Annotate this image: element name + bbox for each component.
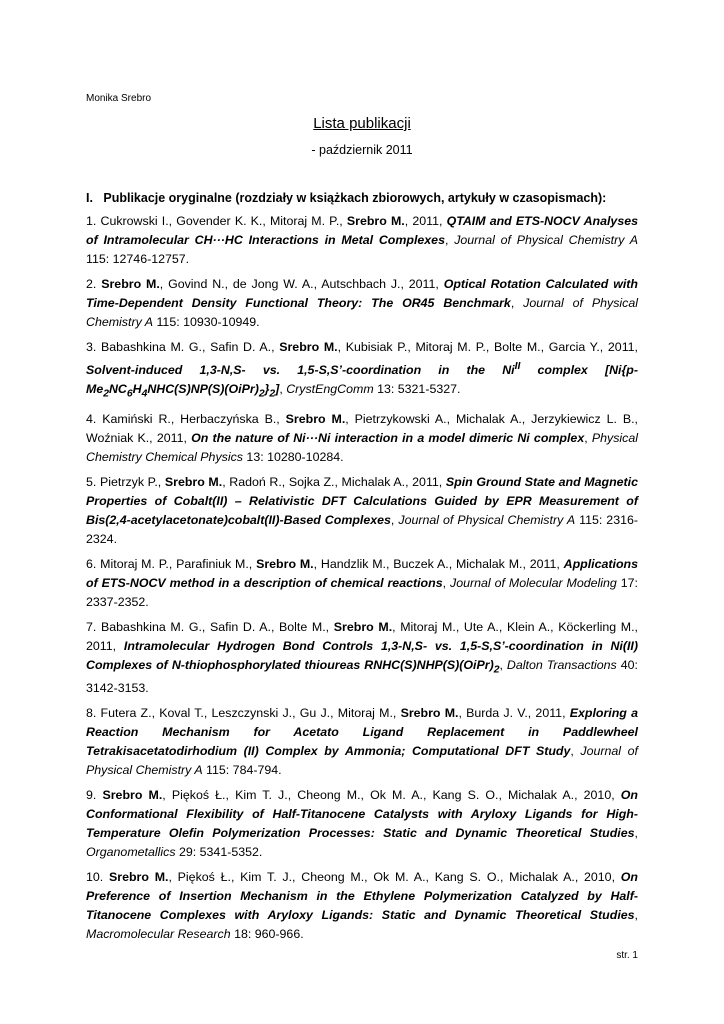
entry-journal: Physical Chemistry Chemical Physics [86,430,638,464]
publication-entry [86,410,638,467]
entry-title: Exploring a Reaction Mechanism for Acetato Ligand Replacement in Paddlewheel Tetrakisacetatodirhodium (II) Complex by Ammonia; Computational DFT Study [86,706,638,759]
entry-separator: , [510,296,524,310]
entry-title-sub: 6 [126,388,133,400]
entry-author-highlight: Srebro M. [279,340,338,354]
entry-title: Optical Rotation Calculated with Time-Dependent Density Functional Theory: The OR45 Benchmark [86,277,638,310]
entry-title-part: H [132,382,142,397]
document-title [0,115,724,132]
entry-reference: 13: 5321-5327. [373,382,461,397]
entry-authors-rest: , 2011, [404,214,447,228]
entry-separator: , [444,233,455,247]
entry-reference: 115: 10930-10949. [153,315,260,329]
entry-title-sub: 2 [103,388,109,400]
entry-authors-rest: , Handzlik M., Buczek A., Michalak M., 2011, [313,556,564,571]
entry-journal: Journal of Physical Chemistry A [454,233,639,247]
publication-list [86,212,638,950]
entry-number: 8. [86,706,97,721]
entry-separator: , [279,382,287,397]
entry-authors-rest: , Burda J. V., 2011, [458,706,570,721]
entry-separator: , [442,575,450,590]
entry-reference: 17: 2337-2352. [86,575,639,609]
entry-separator: , [584,430,592,445]
entry-journal: Journal of Physical Chemistry A [398,512,576,527]
publication-entry [86,704,638,780]
entry-authors-rest: , Radoń R., Sojka Z., Michalak A., 2011, [222,474,446,489]
publication-entry [86,275,638,332]
entry-number: 10. [86,870,104,885]
entry-title-sub: 2 [493,664,500,676]
entry-reference: 115: 784-794. [202,763,282,778]
entry-author-highlight: Srebro M. [285,411,346,426]
entry-journal: Journal of Molecular Modeling [450,575,617,590]
entry-authors-rest: , Kubisiak P., Mitoraj M. P., Bolte M., Garcia Y., 2011, [337,340,638,354]
publication-entry [86,338,638,404]
document-title-text: Lista publikacji [313,115,411,132]
entry-reference: 115: 2316-2324. [86,512,638,546]
entry-separator: , [634,908,638,923]
entry-journal: Organometallics [86,845,176,860]
entry-title: Spin Ground State and Magnetic Properties of Cobalt(II) – Relativistic DFT Calculations Guided by EPR Measurement of Bis(2,4-acetylacetonate)cobalt(II)-Based Complexes [86,474,638,527]
entry-reference: 29: 5341-5352. [175,845,263,860]
entry-author-highlight: Srebro M. [164,474,223,489]
entry-title: On Conformational Flexibility of Half-Titanocene Catalysts with Aryloxy Ligands for High-Temperature Olefin Polymerization Processes: Static and Dynamic Theoretical Studies [86,788,638,841]
entry-authors: Mitoraj M. P., Parafiniuk M., [100,556,257,571]
entry-title-sub: 2 [269,388,276,400]
entry-journal: Dalton Transactions [506,657,617,672]
entry-title: On the nature of Ni···Ni interaction in a model dimeric Ni complex [191,430,585,445]
entry-authors-rest: , Pietrzykowski A., Michalak A., Jerzykiewicz L. B., Woźniak K., 2011, [86,411,638,445]
entry-authors-rest: , Piękoś Ł., Kim T. J., Cheong M., Ok M. A., Kang S. O., Michalak A., 2010, [168,870,621,885]
entry-journal: Journal of Physical Chemistry A [86,744,638,778]
entry-title-sub: 4 [141,388,148,400]
entry-title: QTAIM and ETS-NOCV Analyses of Intramolecular CH···HC Interactions in Metal Complexes [86,214,638,247]
entry-separator: , [634,826,638,841]
publication-entry [86,212,638,269]
entry-author-highlight: Srebro M. [346,214,405,228]
entry-title-part: Intramolecular Hydrogen Bond Controls 1,3-N,S- vs. 1,5-S,S’-coordination in Ni(II) Complexes of N-thiophosphorylated thioureas RNHC(S)NHP(S)(OiPr) [86,638,638,672]
entry-title-sub: 2 [258,388,265,400]
entry-title-part: } [264,382,270,397]
entry-title-part: complex [Ni{p-Me [86,363,638,397]
publication-entry [86,868,638,944]
entry-title: Applications of ETS-NOCV method in a description of chemical reactions [86,556,638,590]
entry-number: 2. [86,277,97,291]
entry-separator: , [499,657,507,672]
page-number: str. 1 [616,950,638,961]
publication-entry [86,555,638,612]
entry-author-highlight: Srebro M. [256,556,314,571]
entry-number: 7. [86,619,97,634]
entry-number: 3. [86,340,97,354]
entry-author-highlight: Srebro M. [400,706,459,721]
entry-author-highlight: Srebro M. [109,870,169,885]
section-heading: I. Publikacje oryginalne (rozdziały w książkach zbiorowych, artykuły w czasopismach): [86,191,607,205]
entry-number: 1. [86,214,97,228]
entry-authors: Kamiński R., Herbaczyńska B., [102,411,286,426]
entry-number: 5. [86,474,97,489]
entry-title-part: NHC(S)NP(S)(OiPr) [147,382,259,397]
entry-journal: CrystEngComm [286,382,374,397]
entry-separator: , [390,512,399,527]
entry-authors: Pietrzyk P., [99,474,165,489]
entry-reference: 18: 960-966. [230,927,304,942]
entry-authors: Futera Z., Koval T., Leszczynski J., Gu J., Mitoraj M., [100,706,401,721]
entry-title: On Preference of Insertion Mechanism in the Ethylene Polymerization Catalyzed by Half-Titanocene Complexes with Aryloxy Ligands: Static and Dynamic Theoretical Studies [86,870,638,923]
entry-authors-rest: , Mitoraj M., Ute A., Klein A., Köckerling M., 2011, [86,619,638,653]
entry-title-part: Solvent-induced 1,3-N,S- vs. 1,5-S,S’-coordination in the Ni [86,363,515,378]
entry-authors: Babashkina M. G., Safin D. A., Bolte M., [101,619,334,634]
entry-author-highlight: Srebro M. [102,788,163,803]
entry-author-highlight: Srebro M. [101,277,160,291]
entry-authors: Babashkina M. G., Safin D. A., [101,340,280,354]
entry-title-sup: II [514,361,521,372]
entry-separator: , [570,744,581,759]
entry-number: 6. [86,556,97,571]
entry-reference: 40: 3142-3153. [86,657,638,696]
entry-authors-rest: , Piękoś Ł., Kim T. J., Cheong M., Ok M. A., Kang S. O., Michalak A., 2010, [162,788,621,803]
document-date: - październik 2011 [311,143,413,157]
publication-entry [86,473,638,549]
publication-entry [86,618,638,698]
entry-title-part: NC [108,382,127,397]
entry-authors-rest: , Govind N., de Jong W. A., Autschbach J., 2011, [159,277,444,291]
entry-reference: 13: 10280-10284. [242,449,344,464]
entry-title-part: ] [275,382,280,397]
document-author: Monika Srebro [86,93,152,104]
entry-reference: 115: 12746-12757. [86,252,190,266]
entry-journal: Journal of Physical Chemistry A [86,296,639,329]
publication-entry [86,786,638,862]
entry-author-highlight: Srebro M. [333,619,393,634]
entry-authors: Cukrowski I., Govender K. K., Mitoraj M. P., [100,214,347,228]
entry-journal: Macromolecular Research [86,927,231,942]
entry-number: 4. [86,411,97,426]
entry-number: 9. [86,788,97,803]
